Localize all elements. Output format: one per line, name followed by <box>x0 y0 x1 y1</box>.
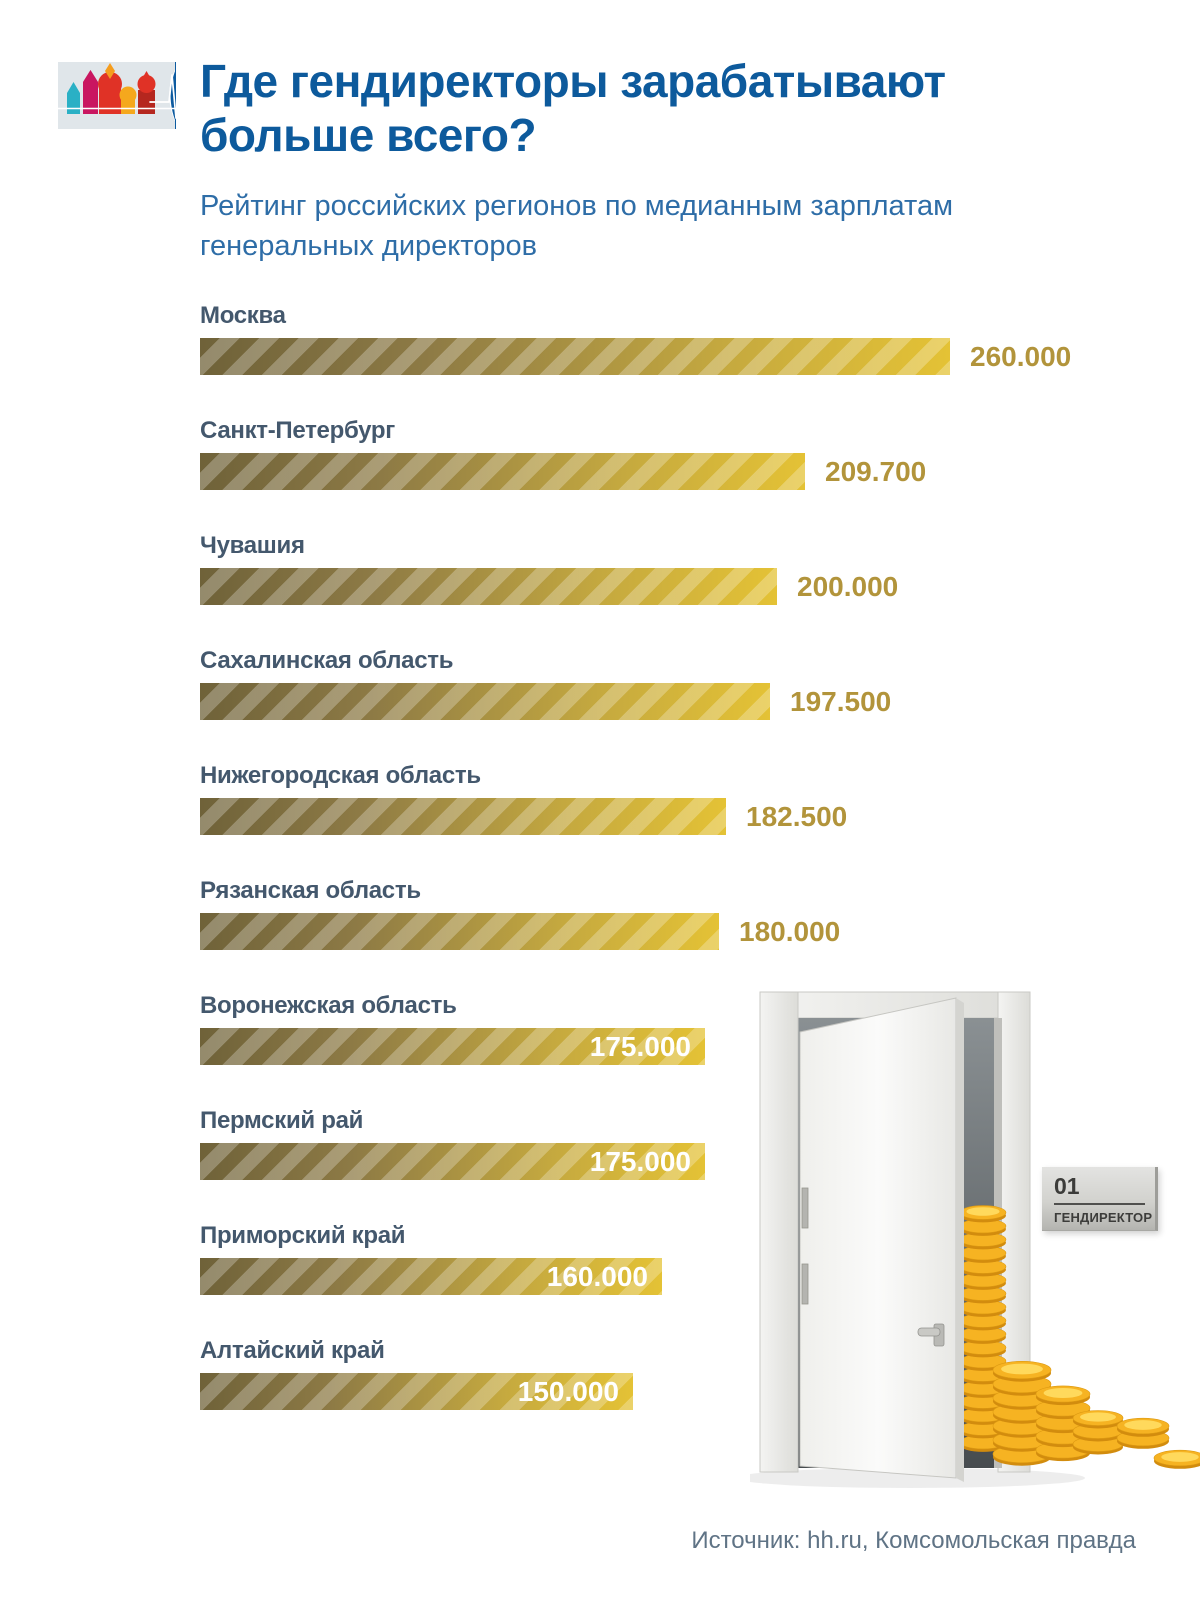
chart-row <box>200 532 1200 647</box>
coin-stacks <box>993 1361 1200 1469</box>
door-sign-label: ГЕНДИРЕКТОР <box>1054 1210 1153 1225</box>
salary-bar <box>200 683 770 720</box>
salary-bar <box>200 338 950 375</box>
salary-value: 182.500 <box>746 800 848 832</box>
chart-row <box>200 877 1200 992</box>
open-door-illustration <box>750 976 1200 1496</box>
chart-row <box>200 647 1200 762</box>
salary-bar <box>200 453 805 490</box>
region-label: Чувашия <box>200 532 305 559</box>
salary-bar <box>200 913 719 950</box>
region-label: Алтайский край <box>200 1337 385 1364</box>
salary-bar <box>200 1258 662 1295</box>
salary-bar <box>200 798 726 835</box>
salary-value: 175.000 <box>589 1031 691 1062</box>
salary-value: 260.000 <box>970 340 1072 372</box>
salary-bar <box>200 1143 705 1180</box>
door-hinge <box>802 1264 808 1304</box>
page-subtitle: Рейтинг российских регионов по медианным зарплатам генеральных директоров <box>200 190 954 263</box>
door-sign-plate <box>1042 1167 1158 1231</box>
region-label: Сахалинская область <box>200 647 454 674</box>
region-label: Санкт-Петербург <box>200 417 395 444</box>
door-leaf <box>800 998 964 1482</box>
salary-value: 197.500 <box>790 685 892 717</box>
salary-value: 200.000 <box>797 570 899 602</box>
salary-value: 209.700 <box>825 455 927 487</box>
region-label: Воронежская область <box>200 992 457 1019</box>
salary-value: 175.000 <box>589 1146 691 1177</box>
salary-value: 160.000 <box>546 1261 648 1292</box>
region-label: Приморский край <box>200 1222 406 1249</box>
salary-bar <box>200 1028 705 1065</box>
salary-bar <box>200 1373 633 1410</box>
chart-row <box>200 302 1200 417</box>
region-label: Пермский рай <box>200 1107 364 1134</box>
region-label: Рязанская область <box>200 877 421 904</box>
salary-value: 150.000 <box>517 1376 619 1407</box>
source-credit: Источник: hh.ru, Комсомольская правда <box>691 1527 1136 1554</box>
salary-bar <box>200 568 777 605</box>
door-hinge <box>802 1188 808 1228</box>
salary-value: 180.000 <box>739 915 841 947</box>
region-label: Нижегородская область <box>200 762 481 789</box>
kp-logo-icon <box>58 62 176 129</box>
region-label: Москва <box>200 302 286 329</box>
door-sign-number: 01 <box>1054 1173 1145 1205</box>
page-title: Где гендиректоры зарабатывают больше всего? <box>200 55 946 162</box>
chart-row <box>200 762 1200 877</box>
chart-row <box>200 417 1200 532</box>
